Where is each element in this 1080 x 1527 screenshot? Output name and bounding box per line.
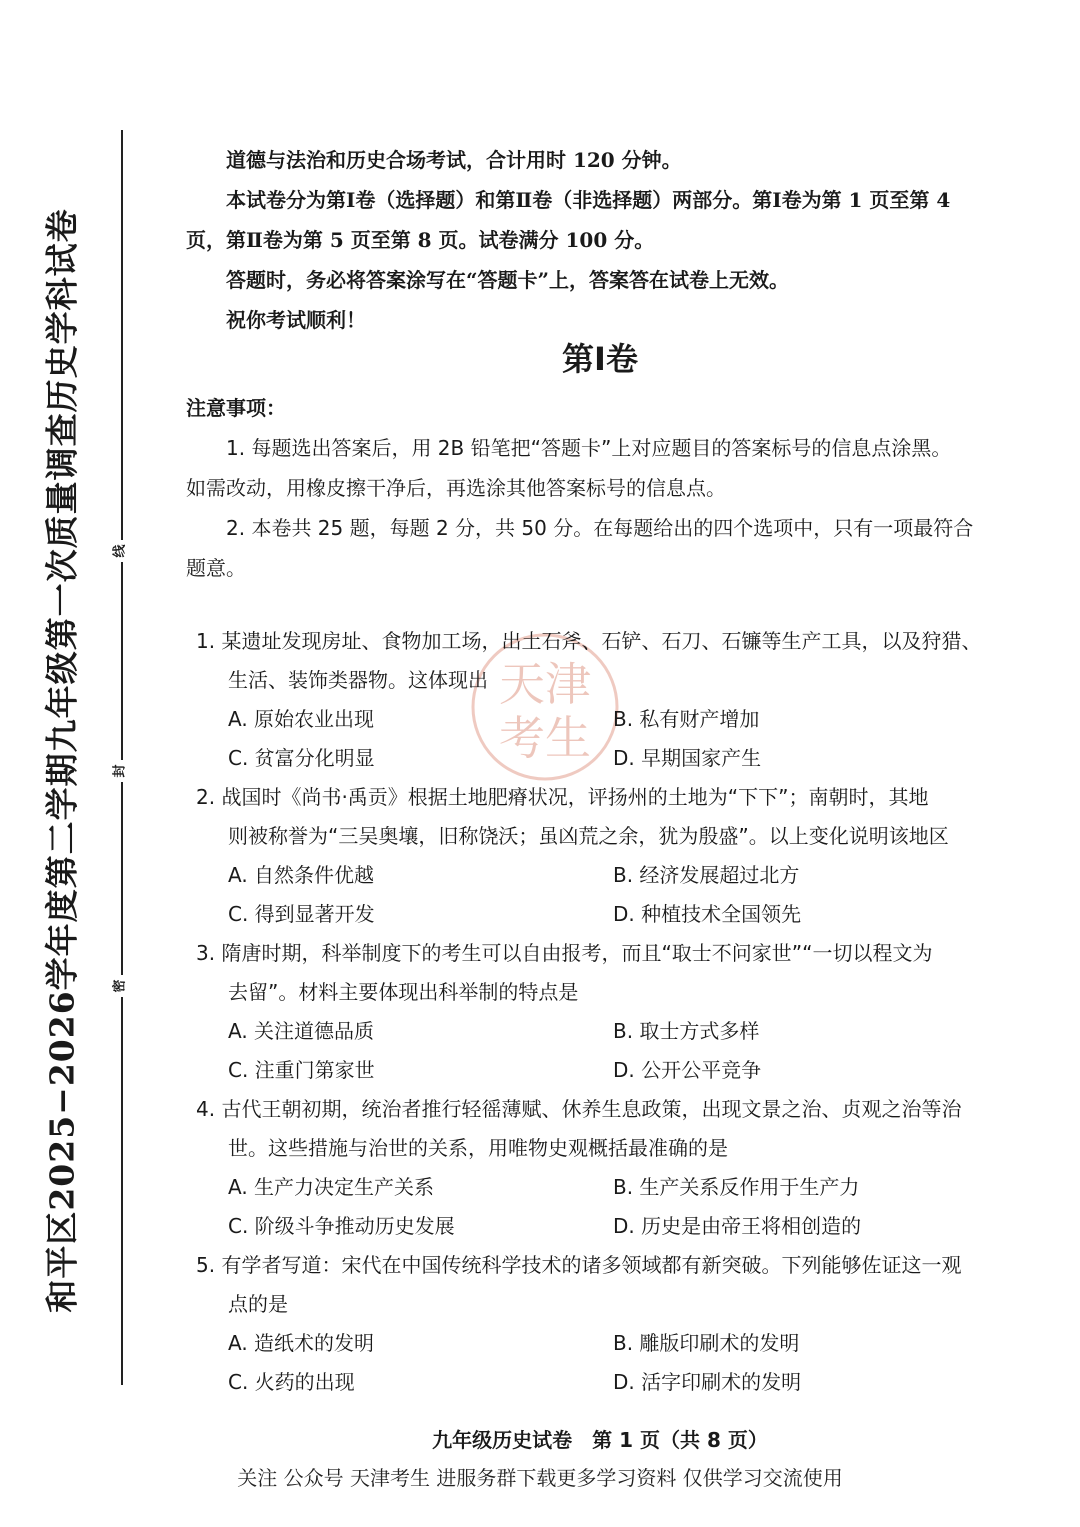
question-stem-cont: 点的是 [228,1292,288,1316]
notes-item-2b: 题意。 [186,556,246,580]
question-stem: 5. 有学者写道：宋代在中国传统科学技术的诸多领域都有新突破。下列能够佐证这一观 [196,1253,962,1277]
side-title: 和平区2025−2026学年度第二学期九年级第一次质量调查历史学科试卷 [42,207,82,1313]
question-stem-cont: 则被称誉为“三吴奥壤，旧称饶沃；虽凶荒之余，犹为殷盛”。以上变化说明该地区 [228,824,949,848]
option-grid [196,700,1026,778]
option-c: C. 火药的出现 [228,1370,355,1394]
option-a: A. 自然条件优越 [228,863,375,887]
stamp-text-2: 考生 [499,711,591,765]
question-stem: 4. 古代王朝初期，统治者推行轻徭薄赋、休养生息政策，出现文景之治、贞观之治等治 [196,1097,962,1121]
option-d: D. 种植技术全国领先 [613,902,802,926]
option-b: B. 取士方式多样 [613,1019,760,1043]
option-d: D. 早期国家产生 [613,746,762,770]
notes-item-1a: 1. 每题选出答案后，用 2B 铅笔把“答题卡”上对应题目的答案标号的信息点涂黑。 [226,436,952,460]
option-b: B. 生产关系反作用于生产力 [613,1175,860,1199]
promo-note: 关注 公众号 天津考生 进服务群下载更多学习资料 仅供学习交流使用 [237,1466,843,1490]
question-stem: 1. 某遗址发现房址、食物加工场，出土石斧、石铲、石刀、石镰等生产工具，以及狩猎、 [196,629,982,653]
option-b: B. 私有财产增加 [613,707,760,731]
binding-mark-mi: 密 [112,975,130,997]
question-stem: 2. 战国时《尚书·禹贡》根据土地肥瘠状况，评扬州的土地为“下下”；南朝时，其地 [196,785,929,809]
binding-line [121,130,123,1385]
intro-line-2a: 本试卷分为第Ⅰ卷（选择题）和第Ⅱ卷（非选择题）两部分。第Ⅰ卷为第 1 页至第 4 [226,188,951,212]
intro-line-4: 祝你考试顺利！ [226,308,366,332]
notes-item-1b: 如需改动，用橡皮擦干净后，再选涂其他答案标号的信息点。 [186,476,726,500]
question-3 [196,934,1026,1090]
option-d: D. 历史是由帝王将相创造的 [613,1214,862,1238]
question-1 [196,622,1026,778]
binding-mark-feng: 封 [112,760,130,782]
option-b: B. 雕版印刷术的发明 [613,1331,800,1355]
option-c: C. 注重门第家世 [228,1058,375,1082]
option-grid [196,1012,1026,1090]
question-stem-cont: 去留”。材料主要体现出科举制的特点是 [228,980,579,1004]
question-stem-cont: 生活、装饰类器物。这体现出 [228,668,488,692]
question-list [196,622,1026,1402]
option-d: D. 活字印刷术的发明 [613,1370,802,1394]
question-5 [196,1246,1026,1402]
option-a: A. 关注道德品质 [228,1019,375,1043]
intro-line-1: 道德与法治和历史合场考试，合计用时 120 分钟。 [226,148,682,172]
question-stem-cont: 世。这些措施与治世的关系，用唯物史观概括最准确的是 [228,1136,728,1160]
option-b: B. 经济发展超过北方 [613,863,800,887]
option-grid [196,856,1026,934]
volume-title: 第Ⅰ卷 [562,340,638,378]
notes-section [186,388,1026,588]
stamp-text-1: 天津 [499,657,591,711]
option-d: D. 公开公平竞争 [613,1058,762,1082]
exam-intro [186,140,1026,340]
option-grid [196,1168,1026,1246]
option-c: C. 贫富分化明显 [228,746,375,770]
option-c: C. 得到显著开发 [228,902,375,926]
option-a: A. 原始农业出现 [228,707,375,731]
option-a: A. 造纸术的发明 [228,1331,375,1355]
binding-mark-xian: 线 [112,540,130,562]
notes-item-2a: 2. 本卷共 25 题，每题 2 分，共 50 分。在每题给出的四个选项中，只有一项最符合 [226,516,974,540]
notes-heading: 注意事项： [186,396,286,420]
question-2 [196,778,1026,934]
option-a: A. 生产力决定生产关系 [228,1175,435,1199]
intro-line-2b: 页，第Ⅱ卷为第 5 页至第 8 页。试卷满分 100 分。 [186,228,655,252]
option-grid [196,1324,1026,1402]
question-4 [196,1090,1026,1246]
intro-line-3: 答题时，务必将答案涂写在“答题卡”上，答案答在试卷上无效。 [226,268,790,292]
page-footer: 九年级历史试卷 第 1 页（共 8 页） [432,1428,768,1452]
question-stem: 3. 隋唐时期，科举制度下的考生可以自由报考，而且“取士不问家世”“一切以程文为 [196,941,933,965]
option-c: C. 阶级斗争推动历史发展 [228,1214,455,1238]
